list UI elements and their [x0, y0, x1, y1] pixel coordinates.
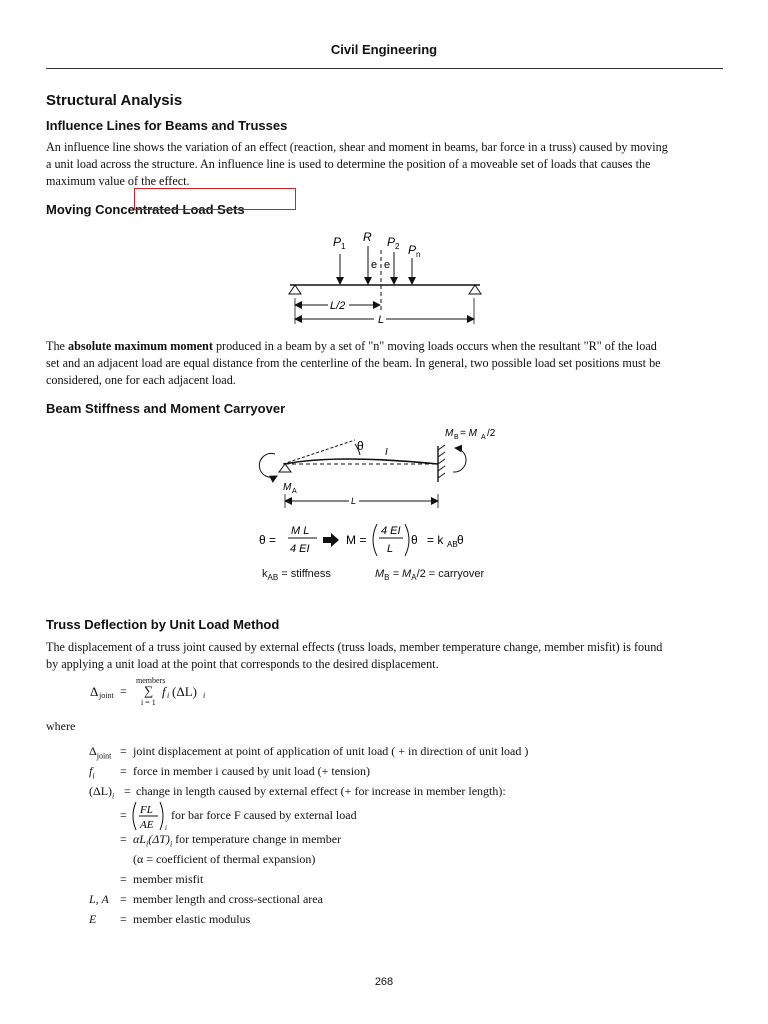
label-theta: θ	[357, 439, 364, 453]
eq-k: = k	[427, 533, 444, 547]
wall-hatch	[438, 452, 445, 457]
stiffness-equation	[255, 520, 495, 562]
definition-row	[0, 889, 740, 909]
text-line: An influence line shows the variation of an effect (reaction, shear and moment in beams, bar force in a truss) caused by moving	[46, 140, 668, 154]
legend-k-text: = stiffness	[278, 568, 331, 580]
text-line: considered, one for each adjacent load.	[46, 373, 236, 387]
frac-den: AE	[140, 819, 154, 831]
stiffness-legend-m	[375, 568, 484, 582]
legend-m-end: /2 = carryover	[416, 568, 485, 580]
stiffness-legend-k	[262, 568, 331, 582]
label-mb-eq-sub: A	[481, 434, 486, 441]
eq-k-sub: AB	[447, 540, 458, 549]
def-equals: =	[120, 744, 127, 758]
def-text: αL	[133, 832, 146, 846]
formula-f: f	[162, 684, 166, 699]
def-equals: =	[120, 832, 127, 846]
def-symbol: Δ	[89, 744, 97, 758]
label-l: L	[351, 496, 357, 506]
text-line: The displacement of a truss joint caused by external effects (truss loads, member temperature change, member misfit) is found	[46, 640, 663, 654]
formula-joint: joint	[99, 691, 114, 700]
legend-m-mid: = M	[389, 568, 412, 580]
definition-row	[0, 781, 740, 801]
label-p2-sub: 2	[395, 242, 400, 251]
definition-row	[0, 869, 740, 889]
text-line: maximum value of the effect.	[46, 174, 190, 188]
definition-row	[0, 829, 740, 849]
formula-f-sub: i	[167, 691, 170, 700]
pin-support-icon	[279, 464, 291, 472]
label-ma: M	[283, 482, 292, 493]
text-bold: absolute maximum moment	[68, 339, 213, 353]
def-text: (α = coefficient of thermal expansion)	[133, 852, 316, 866]
text-line: a unit load across the structure. An influence line is used to determine the position of a moveable set of loads that causes the	[46, 157, 651, 171]
legend-m-sub2: A	[411, 573, 417, 583]
definition-row	[0, 761, 740, 781]
formula-paren: (ΔL)	[172, 684, 197, 699]
def-text: change in length caused by external effect (+ for increase in member length):	[136, 784, 506, 798]
eq-den1: 4 EI	[290, 543, 310, 555]
def-text: member misfit	[133, 872, 204, 886]
wall-hatch	[438, 473, 445, 478]
eq-m: M =	[346, 533, 367, 547]
heading-beam-stiffness: Beam Stiffness and Moment Carryover	[46, 401, 286, 416]
moment-paragraph	[46, 338, 718, 389]
heading-influence-lines: Influence Lines for Beams and Trusses	[46, 118, 288, 133]
page-header: Civil Engineering	[330, 42, 438, 57]
wall-hatch	[438, 459, 445, 464]
formula-sigma: ∑	[144, 683, 154, 698]
legend-m: M	[375, 568, 385, 580]
influence-paragraph	[46, 139, 718, 190]
eq-k-theta: θ	[457, 533, 464, 547]
formula-paren-sub: i	[203, 691, 206, 700]
def-text-mid: (ΔT)	[148, 832, 170, 846]
highlight-box	[134, 188, 296, 210]
label-p1-sub: 1	[341, 242, 346, 251]
def-text: for bar force F caused by external load	[171, 808, 357, 822]
def-text: force in member i caused by unit load (+ tension)	[133, 764, 371, 778]
legend-k-sub: AB	[267, 573, 279, 583]
def-text: member elastic modulus	[133, 912, 251, 926]
def-symbol-sub: joint	[96, 751, 112, 761]
heading-truss-deflection: Truss Deflection by Unit Load Method	[46, 617, 280, 632]
def-equals: =	[120, 808, 127, 822]
frac-num: FL	[140, 804, 153, 816]
label-half-span: L/2	[330, 300, 346, 312]
unit-load-formula	[90, 676, 250, 710]
def-symbol-sub: i	[92, 771, 95, 781]
beam-stiffness-figure	[255, 424, 505, 516]
label-span: L	[378, 314, 385, 326]
wall-hatch	[438, 466, 445, 471]
def-symbol: (ΔL)	[89, 784, 113, 798]
label-pn-sub: n	[416, 250, 421, 259]
text-line	[46, 338, 718, 355]
label-pn: P	[408, 243, 417, 257]
label-p2: P	[387, 235, 396, 249]
text-rest: produced in a beam by a set of "n" moving loads occurs when the resultant "R" of the load	[212, 339, 657, 353]
label-mb-sub: B	[454, 434, 459, 441]
section-title: Structural Analysis	[46, 92, 183, 109]
def-text: joint displacement at point of application of unit load ( + in direction of unit load )	[133, 744, 529, 758]
label-r: R	[363, 230, 372, 244]
def-symbol: L, A	[89, 892, 109, 906]
fraction-fl-ae	[130, 801, 170, 831]
page-number: 268	[374, 976, 394, 988]
text-lead: The	[46, 339, 68, 353]
def-symbol: f	[89, 764, 93, 778]
def-equals: =	[120, 764, 127, 778]
paren-right	[405, 524, 409, 556]
label-p1: P	[333, 235, 342, 249]
legend-k: k	[262, 568, 268, 580]
formula-index: i = 1	[141, 698, 156, 707]
definition-row	[0, 909, 740, 929]
eq-den2: L	[387, 543, 394, 555]
label-i: I	[385, 447, 388, 458]
where-label: where	[46, 719, 76, 733]
def-text: member length and cross-sectional area	[133, 892, 323, 906]
moment-mb-arrow	[453, 448, 466, 472]
def-symbol-sub: i	[112, 791, 115, 801]
formula-members: members	[136, 676, 166, 685]
def-equals: =	[124, 784, 131, 798]
formula-eq: =	[120, 684, 127, 698]
text-line: set and an adjacent load are equal distance from the centerline of the beam. In general, two possible load set positions must be	[46, 356, 661, 370]
def-symbol: E	[89, 912, 97, 926]
implies-arrow-icon	[323, 533, 339, 547]
moment-ma-arrow	[259, 453, 277, 477]
left-support-icon	[289, 285, 301, 294]
def-equals: =	[120, 872, 127, 886]
frac-sub: i	[165, 824, 167, 831]
legend-m-sub: B	[384, 573, 390, 583]
right-support-icon	[469, 285, 481, 294]
def-equals: =	[120, 892, 127, 906]
definitions-list	[0, 741, 740, 931]
def-text-sub: i	[145, 839, 149, 849]
eq-num1: M L	[291, 525, 310, 537]
header-rule	[46, 68, 723, 69]
heading-moving-loads: Moving Concentrated Load Sets	[46, 202, 245, 217]
wall-hatch	[438, 445, 445, 450]
eq-theta: θ =	[259, 533, 277, 547]
label-e-right: e	[384, 259, 391, 271]
truss-paragraph	[46, 639, 718, 673]
label-mb-eq: = M	[460, 428, 477, 439]
paren-left	[373, 524, 377, 556]
def-equals: =	[120, 912, 127, 926]
formula-delta: Δ	[90, 684, 99, 699]
label-e-left: e	[371, 259, 378, 271]
label-mb: M	[445, 428, 454, 439]
definition-row	[0, 741, 740, 761]
eq-theta2: θ	[411, 533, 418, 547]
label-ma-sub: A	[292, 488, 297, 495]
text-line: by applying a unit load at the point that corresponds to the desired displacement.	[46, 657, 439, 671]
label-mb-eq-end: /2	[487, 428, 496, 439]
definition-row	[0, 849, 740, 869]
def-text-end: for temperature change in member	[172, 832, 342, 846]
deflected-beam	[285, 459, 438, 464]
eq-num2: 4 EI	[381, 525, 401, 537]
def-text-sub2: i	[169, 839, 173, 849]
moving-loads-figure	[280, 228, 490, 326]
